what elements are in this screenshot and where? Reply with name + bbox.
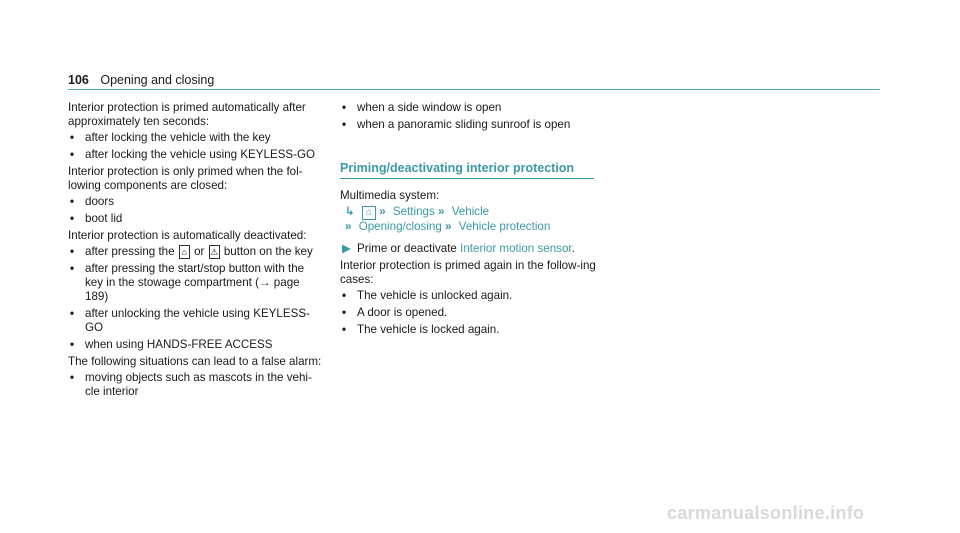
left-column [68, 101, 324, 402]
bullet-list [68, 195, 324, 226]
paragraph: Interior protection is primed automatically after approximately ten seconds: [68, 101, 306, 128]
menu-item-vehicle[interactable]: Vehicle [451, 205, 490, 218]
menu-item-vehicle-protection[interactable]: Vehicle protection [458, 220, 551, 233]
paragraph: Interior protection is primed again in the follow-ing cases: [340, 259, 596, 286]
enter-arrow-icon: ↳ [345, 205, 355, 218]
bullet-list [68, 245, 324, 352]
list-item: • boot lid [68, 212, 324, 226]
page-number: 106 [68, 73, 89, 87]
bullet-list [68, 131, 324, 162]
list-item: • doors [68, 195, 324, 209]
paragraph: The following situations can lead to a false alarm: [68, 355, 322, 369]
system-label: Multimedia system: [340, 189, 440, 202]
list-item: • The vehicle is unlocked again. [340, 289, 596, 303]
list-item: • A door is opened. [340, 306, 596, 320]
list-item: • when using HANDS-FREE ACCESS [68, 338, 324, 352]
list-item: • The vehicle is locked again. [340, 323, 596, 337]
chapter-title: Opening and closing [100, 73, 215, 87]
step-punct: . [571, 242, 575, 255]
list-item [68, 245, 324, 259]
list-item: • after locking the vehicle with the key [68, 131, 324, 145]
step-arrow-icon: ▶ [342, 242, 351, 255]
chevron-right-icon: » [445, 220, 452, 233]
alarm-off-icon: ⚠ [210, 247, 219, 257]
item-text: or [194, 245, 205, 259]
chevron-right-icon: » [345, 220, 352, 233]
list-item: • moving objects such as mascots in the vehi-cle interior [68, 371, 324, 399]
item-text: button on the key [223, 245, 313, 259]
page-header [68, 73, 214, 87]
paragraph: Interior protection is only primed when the fol-lowing components are closed: [68, 165, 303, 192]
home-icon[interactable]: ⌂ [362, 206, 376, 220]
list-item: • when a panoramic sliding sunroof is open [340, 118, 596, 132]
chevron-right-icon: » [379, 205, 386, 218]
step-text: Prime or deactivate [357, 242, 457, 255]
item-text: after pressing the [85, 245, 175, 259]
chevron-right-icon: » [438, 205, 445, 218]
menu-path [340, 205, 596, 234]
instruction-step [340, 242, 596, 256]
list-item: • after unlocking the vehicle using KEYLESS-GO [68, 307, 324, 335]
watermark: carmanualsonline.info [667, 503, 865, 523]
interior-motion-sensor-option[interactable]: Interior motion sensor [460, 242, 572, 255]
lock-icon: ⌂ [179, 245, 190, 259]
list-item: • after locking the vehicle using KEYLESS-GO [68, 148, 324, 162]
bullet-list [340, 101, 596, 132]
menu-item-opening-closing[interactable]: Opening/closing [358, 220, 442, 233]
right-column [340, 101, 596, 340]
bullet-list [68, 371, 324, 399]
bullet-list [340, 289, 596, 337]
list-item: • when a side window is open [340, 101, 596, 115]
menu-item-settings[interactable]: Settings [392, 205, 435, 218]
list-item: • after pressing the start/stop button with the key in the stowage compartment (→ page 189) [68, 262, 324, 304]
section-title: Priming/deactivating interior protection [340, 161, 594, 179]
paragraph: Interior protection is automatically deactivated: [68, 229, 307, 242]
header-rule [68, 89, 880, 90]
